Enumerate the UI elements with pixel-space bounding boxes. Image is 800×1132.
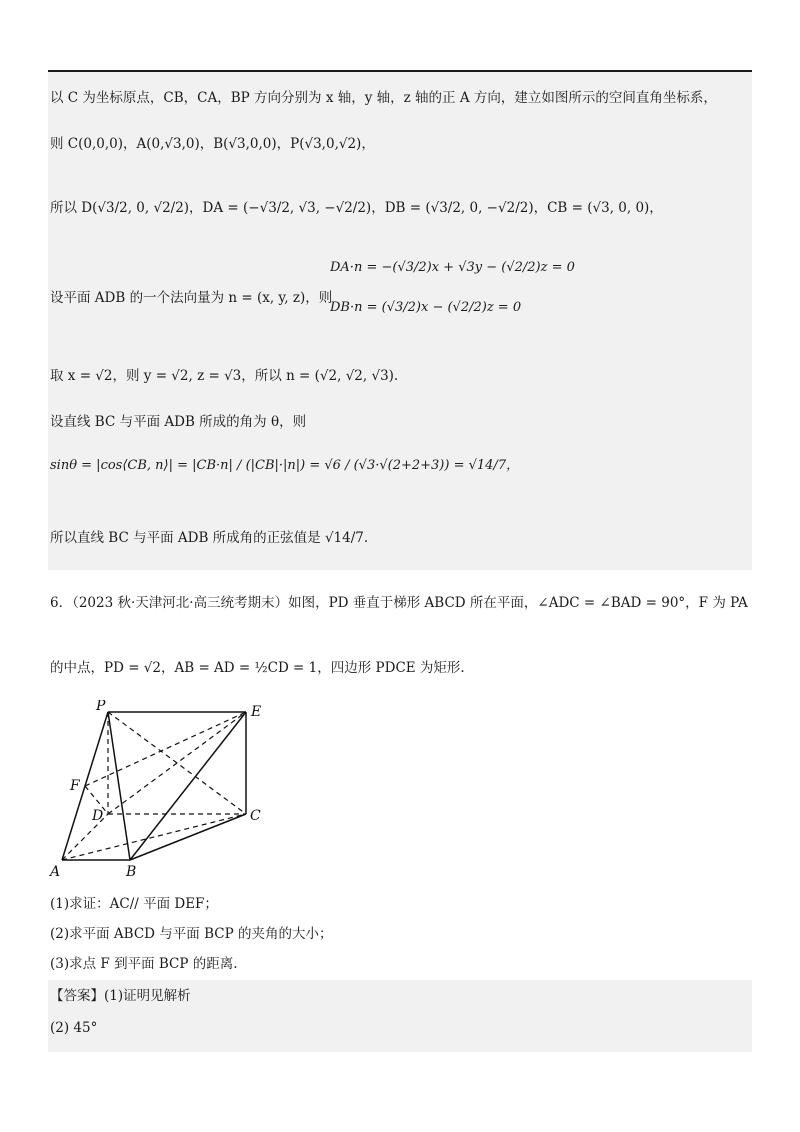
problem-line: 6．（2023 秋·天津河北·高三统考期末）如图，PD 垂直于梯形 ABCD 所在平面，∠ADC = ∠BAD = 90°，F 为 PA: [50, 595, 748, 611]
answer-line: 【答案】(1)证明见解析: [50, 988, 191, 1004]
solution-line: 取 x = √2，则 y = √2, z = √3，所以 n = (√2, √2, √3).: [50, 368, 399, 384]
vertex-label-C: C: [250, 808, 261, 824]
question-line: (3)求点 F 到平面 BCP 的距离.: [50, 956, 238, 972]
equation-line: DB·n = (√3/2)x − (√2/2)z = 0: [330, 300, 522, 315]
solution-line: 则 C(0,0,0)，A(0,√3,0)，B(√3,0,0)，P(√3,0,√2)，: [50, 136, 375, 152]
solution-line: 以 C 为坐标原点，CB，CA，BP 方向分别为 x 轴，y 轴，z 轴的正 A 方向，建立如图所示的空间直角坐标系，: [50, 90, 717, 106]
equation-line: sinθ = |cos⟨CB, n⟩| = |CB·n| / (|CB|·|n|) = √6 / (√3·√(2+2+3)) = √14/7，: [50, 458, 520, 473]
vertex-label-D: D: [92, 808, 104, 824]
problem-line: 的中点，PD = √2，AB = AD = ½CD = 1，四边形 PDCE 为矩形.: [50, 660, 465, 676]
solution-line: 设平面 ADB 的一个法向量为 n = (x, y, z)，则: [50, 290, 333, 306]
solution-line: 所以 D(√3/2, 0, √2/2)，DA = (−√3/2, √3, −√2/2)，DB = (√3/2, 0, −√2/2)，CB = (√3, 0, 0)，: [50, 200, 663, 216]
solution-line: 设直线 BC 与平面 ADB 所成的角为 θ，则: [50, 414, 307, 430]
question-line: (2)求平面 ABCD 与平面 BCP 的夹角的大小；: [50, 926, 333, 942]
geometry-figure: [48, 700, 278, 880]
answer-line: (2) 45°: [50, 1020, 98, 1036]
equation-line: DA·n = −(√3/2)x + √3y − (√2/2)z = 0: [330, 260, 575, 275]
vertex-label-A: A: [50, 864, 61, 880]
vertex-label-E: E: [251, 704, 262, 720]
edge-PB: [108, 712, 130, 860]
vertex-label-F: F: [70, 778, 80, 794]
question-line: (1)求证：AC// 平面 DEF；: [50, 896, 218, 912]
edge-AC: [62, 814, 246, 860]
solution-line: 所以直线 BC 与平面 ADB 所成角的正弦值是 √14/7.: [50, 530, 369, 546]
vertex-label-B: B: [126, 864, 137, 880]
vertex-label-P: P: [96, 700, 106, 714]
